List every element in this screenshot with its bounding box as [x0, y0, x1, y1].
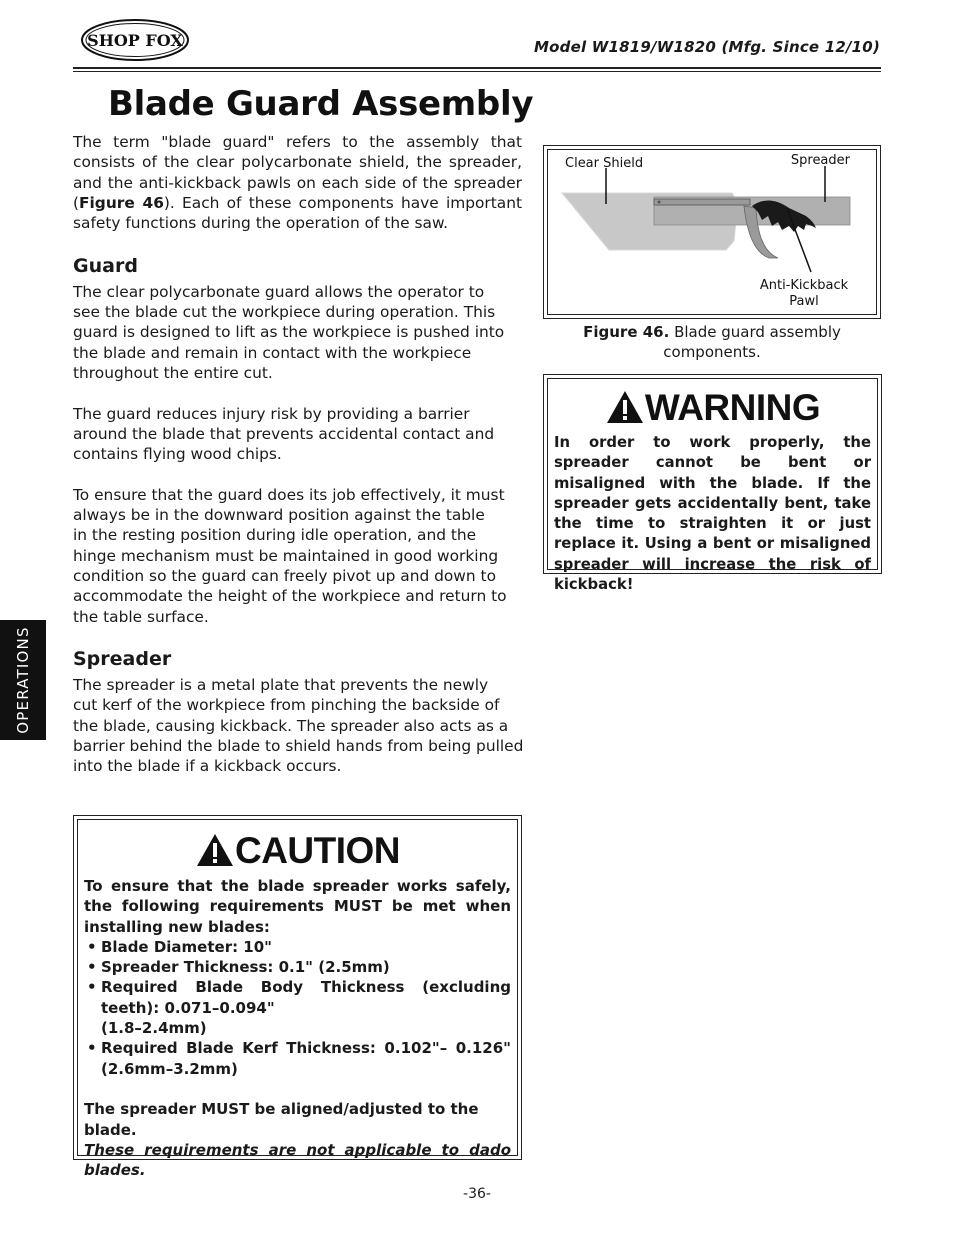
label-pawl-line1: Anti-Kickback — [759, 278, 849, 293]
svg-text:SHOP FOX: SHOP FOX — [87, 31, 183, 50]
page-title: Blade Guard Assembly — [108, 84, 534, 124]
caution-body — [84, 876, 511, 1180]
header-rule-thin — [73, 71, 881, 72]
header-rule — [73, 67, 881, 69]
spreader-paragraph: The spreader is a metal plate that prevents the newly cut kerf of the workpiece from pinching the backside of the blade, causing kickback. The spreader also acts as a barrier behind the blade to shield hands from being pulled into the blade if a kickback occurs. — [73, 676, 524, 776]
list-item: • Required Blade Kerf Thickness: 0.102"– 0.126" (2.6mm–3.2mm) — [84, 1038, 511, 1079]
left-column — [73, 132, 522, 797]
list-item: • Required Blade Body Thickness (excluding teeth): 0.071–0.094" (1.8–2.4mm) — [84, 977, 511, 1038]
shop-fox-logo — [80, 18, 190, 62]
guard-heading: Guard — [73, 254, 138, 277]
guard-paragraph-2: The guard reduces injury risk by providing a barrier around the blade that prevents accidental contact and contains flying wood chips. — [73, 404, 495, 464]
page-number: -36- — [463, 1186, 491, 1202]
caution-aligned-note: The spreader MUST be aligned/adjusted to the blade. — [84, 1100, 479, 1139]
caution-dado-note: These requirements are not applicable to dado blades. — [84, 1140, 511, 1180]
caution-intro: To ensure that the blade spreader works safely, the following requirements MUST be met when installing new blades: — [84, 877, 511, 936]
model-header: Model W1819/W1820 (Mfg. Since 12/10) — [534, 38, 880, 56]
figure-caption: Figure 46. Blade guard assembly components. — [583, 323, 841, 361]
figure-46 — [543, 145, 881, 319]
label-pawl-line2: Pawl — [789, 294, 819, 309]
caution-word: CAUTION — [234, 829, 401, 871]
warning-banner — [554, 385, 871, 429]
list-item: • Blade Diameter: 10" — [84, 937, 511, 957]
spreader-heading: Spreader — [73, 648, 172, 671]
operations-side-tab: OPERATIONS — [0, 620, 46, 740]
warning-text: In order to work properly, the spreader cannot be bent or misaligned with the blade. If the spreader gets accidentally bent, take the time to straighten it or just replace it. Using a bent or misaligned spreader will increase the risk of kickback! — [554, 434, 871, 594]
warning-box — [543, 374, 882, 594]
caution-requirements-list — [84, 937, 511, 1079]
figure-reference: Figure 46 — [79, 193, 164, 212]
list-item: • Spreader Thickness: 0.1" (2.5mm) — [84, 957, 511, 977]
guard-paragraph-3: To ensure that the guard does its job effectively, it must always be in the downward position against the table in the resting position during idle operation, and the hinge mechanism must be maintained in good working condition so the guard can freely pivot up and down to accommodate the height of the workpiece and return to the table surface. — [73, 485, 507, 626]
guard-paragraph-1: The clear polycarbonate guard allows the operator to see the blade cut the workpiece during operation. This guard is designed to lift as the workpiece is pushed into the blade and remain in contact with the workpiece throughout the entire cut. — [73, 282, 505, 382]
blade-guard-illustration — [544, 146, 882, 320]
caution-triangle-icon — [195, 832, 235, 868]
caution-banner — [84, 828, 511, 872]
label-spreader: Spreader — [790, 153, 850, 168]
intro-paragraph: The term "blade guard" refers to the assembly that consists of the clear polycarbonate shield, the spreader, and the anti-kickback pawls on each side of the spreader (Figure 46). Each of these components have important safety functions during the operation of the saw. — [73, 133, 522, 233]
shield-bar — [654, 199, 750, 205]
caution-box — [73, 815, 522, 1180]
warning-word: WARNING — [644, 386, 821, 428]
warning-triangle-icon — [605, 389, 645, 425]
label-clear-shield: Clear Shield — [565, 156, 644, 171]
